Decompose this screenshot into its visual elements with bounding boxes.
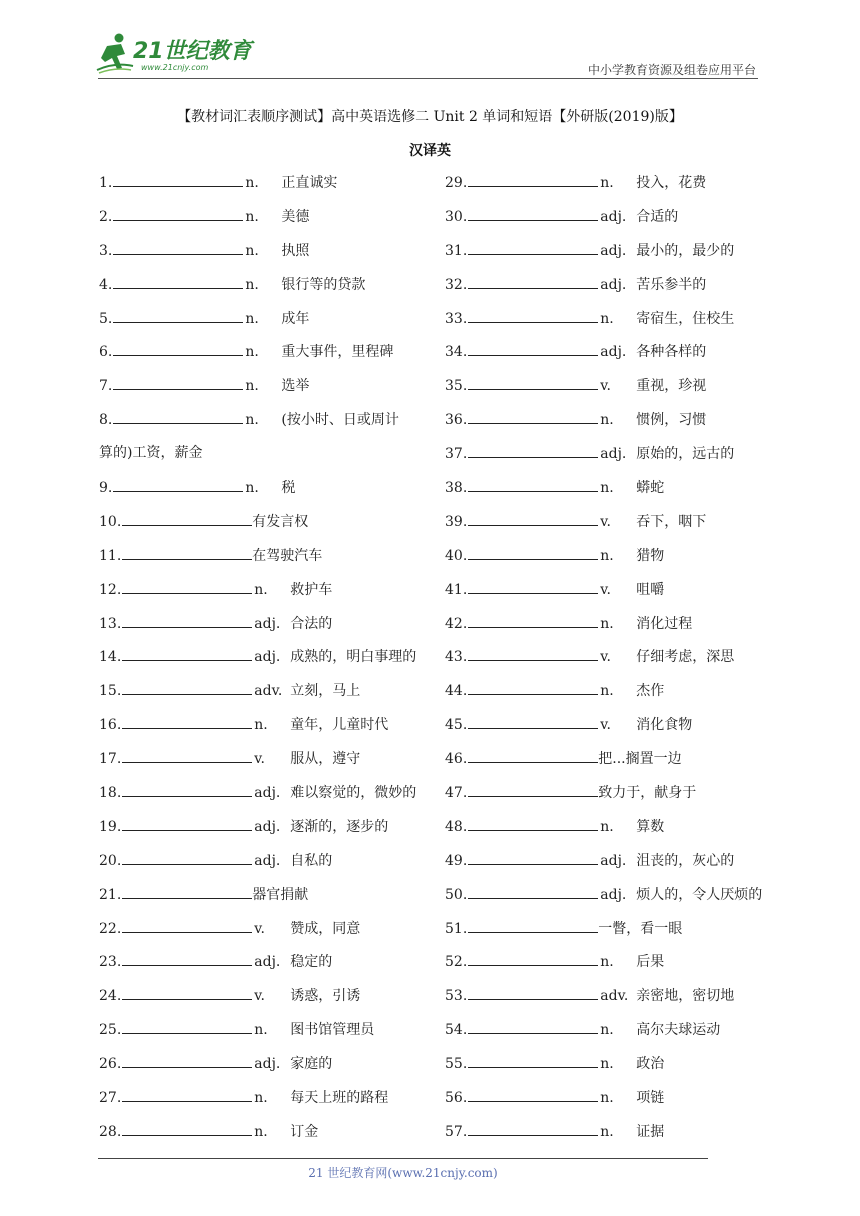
item-number: 37. bbox=[445, 446, 468, 463]
item-number: 54. bbox=[445, 1022, 468, 1039]
item-number: 34. bbox=[445, 344, 468, 361]
item-number: 5. bbox=[99, 310, 113, 327]
answer-blank[interactable] bbox=[122, 782, 252, 797]
item-meaning: 投入，花费 bbox=[636, 175, 707, 191]
part-of-speech: v. bbox=[600, 717, 611, 734]
answer-blank[interactable] bbox=[468, 545, 598, 560]
vocab-item bbox=[445, 918, 775, 952]
item-number: 29. bbox=[445, 175, 468, 191]
item-number: 32. bbox=[445, 276, 468, 293]
item-meaning: 赞成，同意 bbox=[290, 920, 361, 937]
part-of-speech: adj. bbox=[254, 1056, 281, 1073]
item-meaning: 仔细考虑，深思 bbox=[636, 649, 735, 666]
item-meaning: 寄宿生，住校生 bbox=[636, 310, 735, 327]
item-meaning: 自私的 bbox=[290, 852, 333, 869]
part-of-speech: n. bbox=[245, 378, 259, 395]
vocab-item bbox=[99, 714, 429, 748]
item-meaning: 算数 bbox=[636, 818, 665, 835]
item-meaning: 吞下，咽下 bbox=[636, 513, 707, 530]
part-of-speech: adv. bbox=[600, 988, 629, 1005]
part-of-speech: n. bbox=[600, 547, 614, 564]
part-of-speech: n. bbox=[245, 344, 259, 361]
answer-blank[interactable] bbox=[468, 308, 598, 323]
item-number: 41. bbox=[445, 581, 468, 598]
item-meaning: 美德 bbox=[281, 208, 310, 225]
answer-blank[interactable] bbox=[468, 680, 598, 695]
item-meaning: 订金 bbox=[290, 1123, 319, 1140]
item-meaning: 服从，遵守 bbox=[290, 751, 361, 768]
part-of-speech: v. bbox=[600, 649, 611, 666]
item-meaning: 税 bbox=[281, 480, 296, 497]
item-number: 47. bbox=[445, 785, 468, 802]
item-meaning: 在驾驶汽车 bbox=[252, 547, 323, 564]
item-meaning: 每天上班的路程 bbox=[290, 1090, 389, 1107]
answer-blank[interactable] bbox=[122, 511, 252, 526]
answer-blank[interactable] bbox=[468, 884, 598, 899]
part-of-speech: n. bbox=[600, 1123, 614, 1140]
answer-blank[interactable] bbox=[468, 850, 598, 865]
right-column bbox=[445, 172, 775, 1155]
item-number: 6. bbox=[99, 344, 113, 361]
item-number: 2. bbox=[99, 208, 113, 225]
item-meaning: 立刻，马上 bbox=[290, 683, 361, 700]
answer-blank[interactable] bbox=[122, 680, 252, 695]
item-meaning: 沮丧的，灰心的 bbox=[636, 852, 735, 869]
item-meaning: 烦人的，令人厌烦的 bbox=[636, 886, 763, 903]
vocab-item bbox=[445, 884, 775, 918]
item-number: 44. bbox=[445, 683, 468, 700]
answer-blank[interactable] bbox=[113, 274, 243, 289]
item-number: 53. bbox=[445, 988, 468, 1005]
answer-blank[interactable] bbox=[122, 748, 252, 763]
item-number: 33. bbox=[445, 310, 468, 327]
part-of-speech: n. bbox=[600, 175, 614, 191]
answer-blank[interactable] bbox=[468, 1121, 598, 1136]
vocab-item bbox=[99, 477, 429, 511]
answer-blank[interactable] bbox=[468, 511, 598, 526]
vocab-item bbox=[99, 918, 429, 952]
answer-blank[interactable] bbox=[113, 375, 243, 390]
item-meaning: 把...搁置一边 bbox=[598, 751, 682, 768]
item-number: 40. bbox=[445, 547, 468, 564]
answer-blank[interactable] bbox=[113, 240, 243, 255]
vocab-item bbox=[99, 816, 429, 850]
vocab-item bbox=[445, 850, 775, 884]
part-of-speech: adj. bbox=[254, 615, 281, 632]
item-meaning: 有发言权 bbox=[252, 513, 309, 530]
item-meaning: 选举 bbox=[281, 378, 310, 395]
answer-blank[interactable] bbox=[468, 206, 598, 221]
vocab-item bbox=[99, 1087, 429, 1121]
item-number: 42. bbox=[445, 615, 468, 632]
part-of-speech: adj. bbox=[600, 344, 627, 361]
part-of-speech: adv. bbox=[254, 683, 283, 700]
part-of-speech: n. bbox=[245, 480, 259, 497]
page-header bbox=[0, 0, 860, 80]
item-meaning: 致力于，献身于 bbox=[598, 785, 697, 802]
section-title: 汉译英 bbox=[409, 143, 451, 159]
part-of-speech: n. bbox=[600, 412, 614, 429]
item-number: 19. bbox=[99, 818, 122, 835]
answer-blank[interactable] bbox=[468, 951, 598, 966]
vocab-item bbox=[445, 985, 775, 1019]
item-meaning: 咀嚼 bbox=[636, 581, 665, 598]
answer-blank[interactable] bbox=[468, 274, 598, 289]
vocab-item bbox=[445, 206, 775, 240]
answer-blank[interactable] bbox=[122, 1053, 252, 1068]
part-of-speech: n. bbox=[245, 242, 259, 259]
item-meaning: 合法的 bbox=[290, 615, 333, 632]
part-of-speech: adj. bbox=[254, 785, 281, 802]
item-number: 30. bbox=[445, 208, 468, 225]
item-meaning: 算的)工资，薪金 bbox=[99, 445, 203, 462]
item-meaning: 稳定的 bbox=[290, 954, 333, 971]
vocab-item bbox=[99, 884, 429, 918]
item-number: 4. bbox=[99, 276, 113, 293]
item-number: 56. bbox=[445, 1090, 468, 1107]
vocab-item bbox=[99, 274, 429, 308]
vocab-item bbox=[445, 613, 775, 647]
item-meaning: 家庭的 bbox=[290, 1056, 333, 1073]
vocab-item bbox=[99, 443, 429, 477]
vocab-item bbox=[99, 1121, 429, 1155]
part-of-speech: adj. bbox=[600, 886, 627, 903]
part-of-speech: n. bbox=[254, 1123, 268, 1140]
answer-blank[interactable] bbox=[468, 646, 598, 661]
answer-blank[interactable] bbox=[113, 477, 243, 492]
item-number: 57. bbox=[445, 1123, 468, 1140]
item-number: 21. bbox=[99, 886, 122, 903]
answer-blank[interactable] bbox=[468, 172, 598, 187]
runner-icon bbox=[95, 32, 135, 76]
page-footer: 21 世纪教育网(www.21cnjy.com) bbox=[308, 1166, 498, 1180]
vocab-item bbox=[99, 206, 429, 240]
vocab-item bbox=[445, 680, 775, 714]
left-column bbox=[99, 172, 429, 1155]
vocab-item bbox=[445, 240, 775, 274]
answer-blank[interactable] bbox=[113, 308, 243, 323]
part-of-speech: n. bbox=[245, 310, 259, 327]
answer-blank[interactable] bbox=[122, 951, 252, 966]
part-of-speech: v. bbox=[254, 751, 265, 768]
vocab-item bbox=[445, 579, 775, 613]
part-of-speech: adj. bbox=[600, 446, 627, 463]
part-of-speech: n. bbox=[600, 310, 614, 327]
answer-blank[interactable] bbox=[468, 1053, 598, 1068]
part-of-speech: n. bbox=[600, 683, 614, 700]
part-of-speech: n. bbox=[600, 1022, 614, 1039]
vocab-item bbox=[99, 172, 429, 206]
part-of-speech: adj. bbox=[254, 649, 281, 666]
item-meaning: (按小时、日或周计 bbox=[281, 412, 399, 429]
part-of-speech: adj. bbox=[254, 818, 281, 835]
part-of-speech: n. bbox=[600, 480, 614, 497]
vocab-item bbox=[445, 443, 775, 477]
part-of-speech: adj. bbox=[254, 954, 281, 971]
vocab-item bbox=[99, 613, 429, 647]
vocab-item bbox=[445, 341, 775, 375]
page-title: 【教材词汇表顺序测试】高中英语选修二 Unit 2 单词和短语【外研版(2019)版】 bbox=[177, 109, 683, 125]
item-meaning: 图书馆管理员 bbox=[290, 1022, 375, 1039]
vocab-item bbox=[445, 1121, 775, 1155]
item-number: 43. bbox=[445, 649, 468, 666]
item-meaning: 器官捐献 bbox=[252, 886, 309, 903]
answer-blank[interactable] bbox=[122, 1019, 252, 1034]
answer-blank[interactable] bbox=[468, 613, 598, 628]
item-meaning: 一瞥，看一眼 bbox=[598, 920, 683, 937]
answer-blank[interactable] bbox=[122, 1121, 252, 1136]
answer-blank[interactable] bbox=[122, 646, 252, 661]
answer-blank[interactable] bbox=[468, 782, 598, 797]
item-number: 14. bbox=[99, 649, 122, 666]
item-meaning: 消化过程 bbox=[636, 615, 693, 632]
vocab-item bbox=[99, 409, 429, 443]
part-of-speech: n. bbox=[254, 1090, 268, 1107]
platform-name: 中小学教育资源及组卷应用平台 bbox=[587, 63, 756, 77]
answer-blank[interactable] bbox=[468, 1019, 598, 1034]
part-of-speech: n. bbox=[600, 615, 614, 632]
item-number: 52. bbox=[445, 954, 468, 971]
item-number: 24. bbox=[99, 988, 122, 1005]
answer-blank[interactable] bbox=[122, 714, 252, 729]
item-meaning: 亲密地，密切地 bbox=[636, 988, 735, 1005]
logo-text: 21世纪教育 bbox=[133, 39, 252, 64]
item-meaning: 项链 bbox=[636, 1090, 665, 1107]
answer-blank[interactable] bbox=[468, 477, 598, 492]
vocab-item bbox=[445, 646, 775, 680]
part-of-speech: adj. bbox=[600, 208, 627, 225]
part-of-speech: n. bbox=[245, 208, 259, 225]
answer-blank[interactable] bbox=[122, 816, 252, 831]
answer-blank[interactable] bbox=[122, 1087, 252, 1102]
answer-blank[interactable] bbox=[468, 375, 598, 390]
answer-blank[interactable] bbox=[122, 613, 252, 628]
item-number: 17. bbox=[99, 751, 122, 768]
part-of-speech: n. bbox=[245, 175, 259, 191]
answer-blank[interactable] bbox=[113, 206, 243, 221]
item-number: 15. bbox=[99, 683, 122, 700]
answer-blank[interactable] bbox=[122, 545, 252, 560]
vocab-item bbox=[99, 850, 429, 884]
item-number: 8. bbox=[99, 412, 113, 429]
item-number: 10. bbox=[99, 513, 122, 530]
item-number: 55. bbox=[445, 1056, 468, 1073]
item-meaning: 重大事件，里程碑 bbox=[281, 344, 394, 361]
item-number: 27. bbox=[99, 1090, 122, 1107]
answer-blank[interactable] bbox=[468, 748, 598, 763]
item-number: 38. bbox=[445, 480, 468, 497]
item-meaning: 蟒蛇 bbox=[636, 480, 665, 497]
part-of-speech: adj. bbox=[600, 852, 627, 869]
item-number: 1. bbox=[99, 175, 113, 191]
vocab-item bbox=[99, 545, 429, 579]
answer-blank[interactable] bbox=[468, 1087, 598, 1102]
item-meaning: 合适的 bbox=[636, 208, 679, 225]
answer-blank[interactable] bbox=[122, 884, 252, 899]
item-meaning: 证据 bbox=[636, 1123, 665, 1140]
vocab-item bbox=[445, 1087, 775, 1121]
part-of-speech: v. bbox=[254, 920, 265, 937]
vocab-item bbox=[445, 1019, 775, 1053]
vocab-item bbox=[99, 240, 429, 274]
part-of-speech: n. bbox=[245, 412, 259, 429]
part-of-speech: n. bbox=[600, 1090, 614, 1107]
item-number: 13. bbox=[99, 615, 122, 632]
answer-blank[interactable] bbox=[468, 816, 598, 831]
item-meaning: 原始的，远古的 bbox=[636, 446, 735, 463]
vocab-item bbox=[99, 748, 429, 782]
part-of-speech: n. bbox=[245, 276, 259, 293]
item-meaning: 最小的，最少的 bbox=[636, 242, 735, 259]
item-meaning: 成年 bbox=[281, 310, 310, 327]
answer-blank[interactable] bbox=[468, 579, 598, 594]
answer-blank[interactable] bbox=[113, 409, 243, 424]
item-number: 16. bbox=[99, 717, 122, 734]
vocab-item bbox=[99, 951, 429, 985]
item-meaning: 诱惑，引诱 bbox=[290, 988, 361, 1005]
header-divider bbox=[98, 78, 758, 79]
vocab-item bbox=[99, 375, 429, 409]
item-meaning: 救护车 bbox=[290, 581, 333, 598]
answer-blank[interactable] bbox=[122, 579, 252, 594]
vocab-item bbox=[445, 748, 775, 782]
item-number: 25. bbox=[99, 1022, 122, 1039]
vocab-item bbox=[445, 545, 775, 579]
answer-blank[interactable] bbox=[468, 443, 598, 458]
item-meaning: 难以察觉的，微妙的 bbox=[290, 785, 417, 802]
logo bbox=[95, 32, 265, 77]
item-number: 50. bbox=[445, 886, 468, 903]
part-of-speech: n. bbox=[254, 717, 268, 734]
part-of-speech: v. bbox=[600, 378, 611, 395]
footer-divider bbox=[98, 1158, 708, 1159]
item-number: 49. bbox=[445, 852, 468, 869]
vocab-item bbox=[99, 646, 429, 680]
part-of-speech: n. bbox=[254, 581, 268, 598]
answer-blank[interactable] bbox=[468, 341, 598, 356]
item-number: 36. bbox=[445, 412, 468, 429]
vocab-item bbox=[445, 274, 775, 308]
answer-blank[interactable] bbox=[122, 918, 252, 933]
item-meaning: 正直诚实 bbox=[281, 175, 338, 191]
item-number: 23. bbox=[99, 954, 122, 971]
item-number: 11. bbox=[99, 547, 122, 564]
vocab-item bbox=[99, 1019, 429, 1053]
item-meaning: 逐渐的，逐步的 bbox=[290, 818, 389, 835]
item-number: 35. bbox=[445, 378, 468, 395]
part-of-speech: adj. bbox=[600, 242, 627, 259]
answer-blank[interactable] bbox=[113, 172, 243, 187]
vocab-item bbox=[445, 409, 775, 443]
item-meaning: 猎物 bbox=[636, 547, 665, 564]
part-of-speech: n. bbox=[254, 1022, 268, 1039]
item-meaning: 重视，珍视 bbox=[636, 378, 707, 395]
vocab-item bbox=[99, 308, 429, 342]
item-number: 26. bbox=[99, 1056, 122, 1073]
answer-blank[interactable] bbox=[122, 850, 252, 865]
vocab-item bbox=[99, 985, 429, 1019]
vocab-item bbox=[445, 375, 775, 409]
item-number: 31. bbox=[445, 242, 468, 259]
item-number: 51. bbox=[445, 920, 468, 937]
part-of-speech: n. bbox=[600, 1056, 614, 1073]
vocab-item bbox=[99, 1053, 429, 1087]
answer-blank[interactable] bbox=[113, 341, 243, 356]
answer-blank[interactable] bbox=[468, 918, 598, 933]
part-of-speech: adj. bbox=[254, 852, 281, 869]
item-number: 3. bbox=[99, 242, 113, 259]
item-number: 28. bbox=[99, 1123, 122, 1140]
item-number: 18. bbox=[99, 785, 122, 802]
item-meaning: 杰作 bbox=[636, 683, 665, 700]
item-number: 7. bbox=[99, 378, 113, 395]
item-number: 9. bbox=[99, 480, 113, 497]
logo-url: www.21cnjy.com bbox=[141, 63, 209, 72]
vocab-item bbox=[445, 951, 775, 985]
item-meaning: 后果 bbox=[636, 954, 665, 971]
item-number: 12. bbox=[99, 581, 122, 598]
item-number: 39. bbox=[445, 513, 468, 530]
vocab-item bbox=[445, 511, 775, 545]
item-meaning: 童年，儿童时代 bbox=[290, 717, 389, 734]
vocab-item bbox=[99, 579, 429, 613]
vocab-item bbox=[99, 680, 429, 714]
item-meaning: 成熟的，明白事理的 bbox=[290, 649, 417, 666]
vocab-item bbox=[99, 782, 429, 816]
item-meaning: 执照 bbox=[281, 242, 310, 259]
item-number: 48. bbox=[445, 818, 468, 835]
item-number: 22. bbox=[99, 920, 122, 937]
part-of-speech: v. bbox=[600, 513, 611, 530]
item-meaning: 高尔夫球运动 bbox=[636, 1022, 721, 1039]
part-of-speech: n. bbox=[600, 954, 614, 971]
part-of-speech: adj. bbox=[600, 276, 627, 293]
vocab-item bbox=[445, 816, 775, 850]
vocab-item bbox=[445, 782, 775, 816]
item-meaning: 政治 bbox=[636, 1056, 665, 1073]
item-meaning: 惯例，习惯 bbox=[636, 412, 707, 429]
answer-blank[interactable] bbox=[468, 240, 598, 255]
item-meaning: 消化食物 bbox=[636, 717, 693, 734]
item-meaning: 各种各样的 bbox=[636, 344, 707, 361]
vocab-item bbox=[445, 1053, 775, 1087]
item-number: 45. bbox=[445, 717, 468, 734]
vocab-item bbox=[99, 341, 429, 375]
answer-blank[interactable] bbox=[468, 714, 598, 729]
vocab-item bbox=[99, 511, 429, 545]
answer-blank[interactable] bbox=[122, 985, 252, 1000]
vocab-item bbox=[445, 308, 775, 342]
vocab-item bbox=[445, 477, 775, 511]
part-of-speech: v. bbox=[254, 988, 265, 1005]
answer-blank[interactable] bbox=[468, 409, 598, 424]
part-of-speech: v. bbox=[600, 581, 611, 598]
item-meaning: 苦乐参半的 bbox=[636, 276, 707, 293]
item-number: 20. bbox=[99, 852, 122, 869]
item-meaning: 银行等的贷款 bbox=[281, 276, 366, 293]
vocab-item bbox=[445, 714, 775, 748]
part-of-speech: n. bbox=[600, 818, 614, 835]
vocab-item bbox=[445, 172, 775, 206]
answer-blank[interactable] bbox=[468, 985, 598, 1000]
item-number: 46. bbox=[445, 751, 468, 768]
